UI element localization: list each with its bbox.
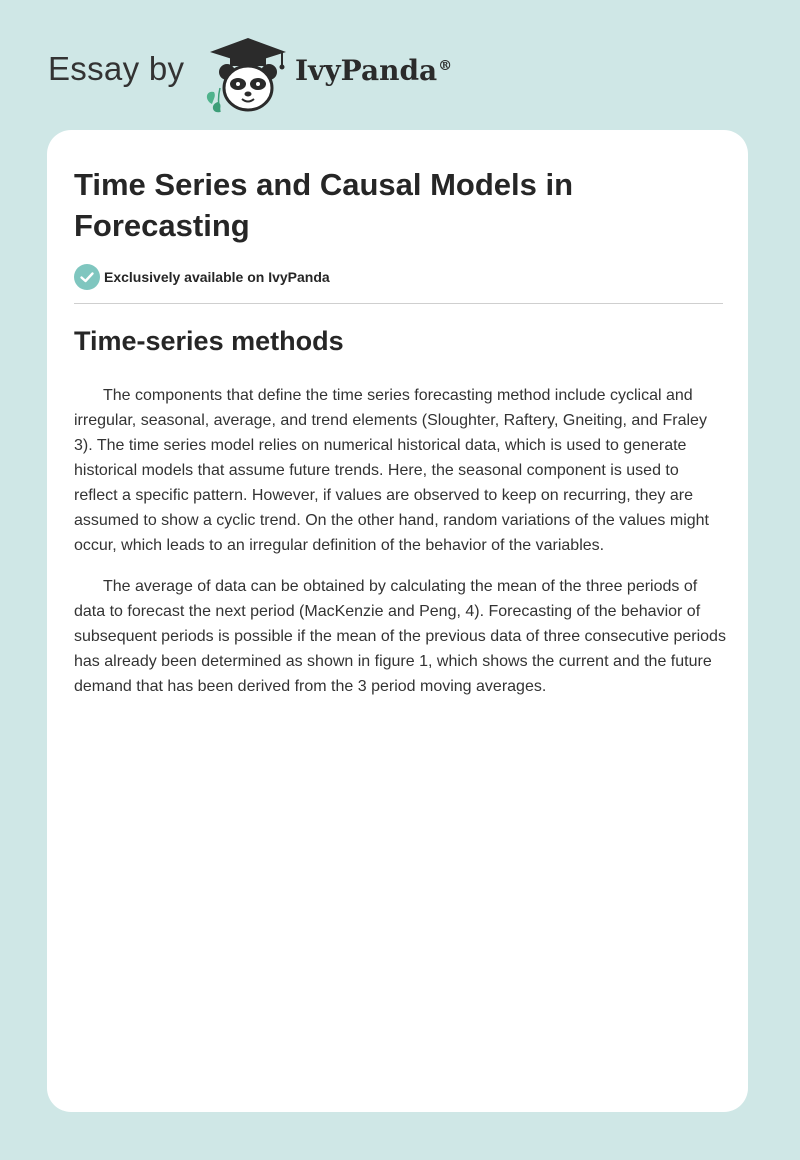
- essay-title: Time Series and Causal Models in Forecasting: [74, 167, 574, 243]
- panda-graduate-logo-icon: [200, 34, 296, 114]
- exclusive-badge: [74, 264, 474, 290]
- section-heading: Time-series methods: [74, 326, 344, 356]
- brand-name: IvyPanda®: [295, 54, 453, 87]
- registered-mark: ®: [438, 57, 453, 74]
- site-brand[interactable]: [48, 34, 468, 114]
- title-divider: [74, 303, 723, 304]
- brand-prefix: Essay by: [48, 50, 185, 87]
- paragraph: The components that define the time series forecasting method include cyclical and irregular, seasonal, average, and trend elements (Sloughter, Raftery, Gneiting, and Fraley 3). The time series model relies on numerical historical data, which is used to generate historical models that assume future trends. Here, the seasonal component is used to reflect a specific pattern. However, if values are observed to keep on recurring, they are assumed to show a cyclic trend. On the other hand, random variations of the values might occur, which leads to an irregular definition of the behavior of the variables.: [74, 387, 709, 554]
- paragraph: The average of data can be obtained by calculating the mean of the three periods of data to forecast the next period (MacKenzie and Peng, 4). Forecasting of the behavior of subsequent periods is possible if the mean of the previous data of three consecutive periods has already been determined as shown in figure 1, which shows the current and the future demand that has been derived from the 3 period moving averages.: [74, 578, 726, 695]
- check-circle-icon: [74, 264, 100, 290]
- essay-card: [47, 130, 748, 1112]
- essay-body: [74, 383, 726, 715]
- exclusive-badge-label: Exclusively available on IvyPanda: [104, 269, 330, 285]
